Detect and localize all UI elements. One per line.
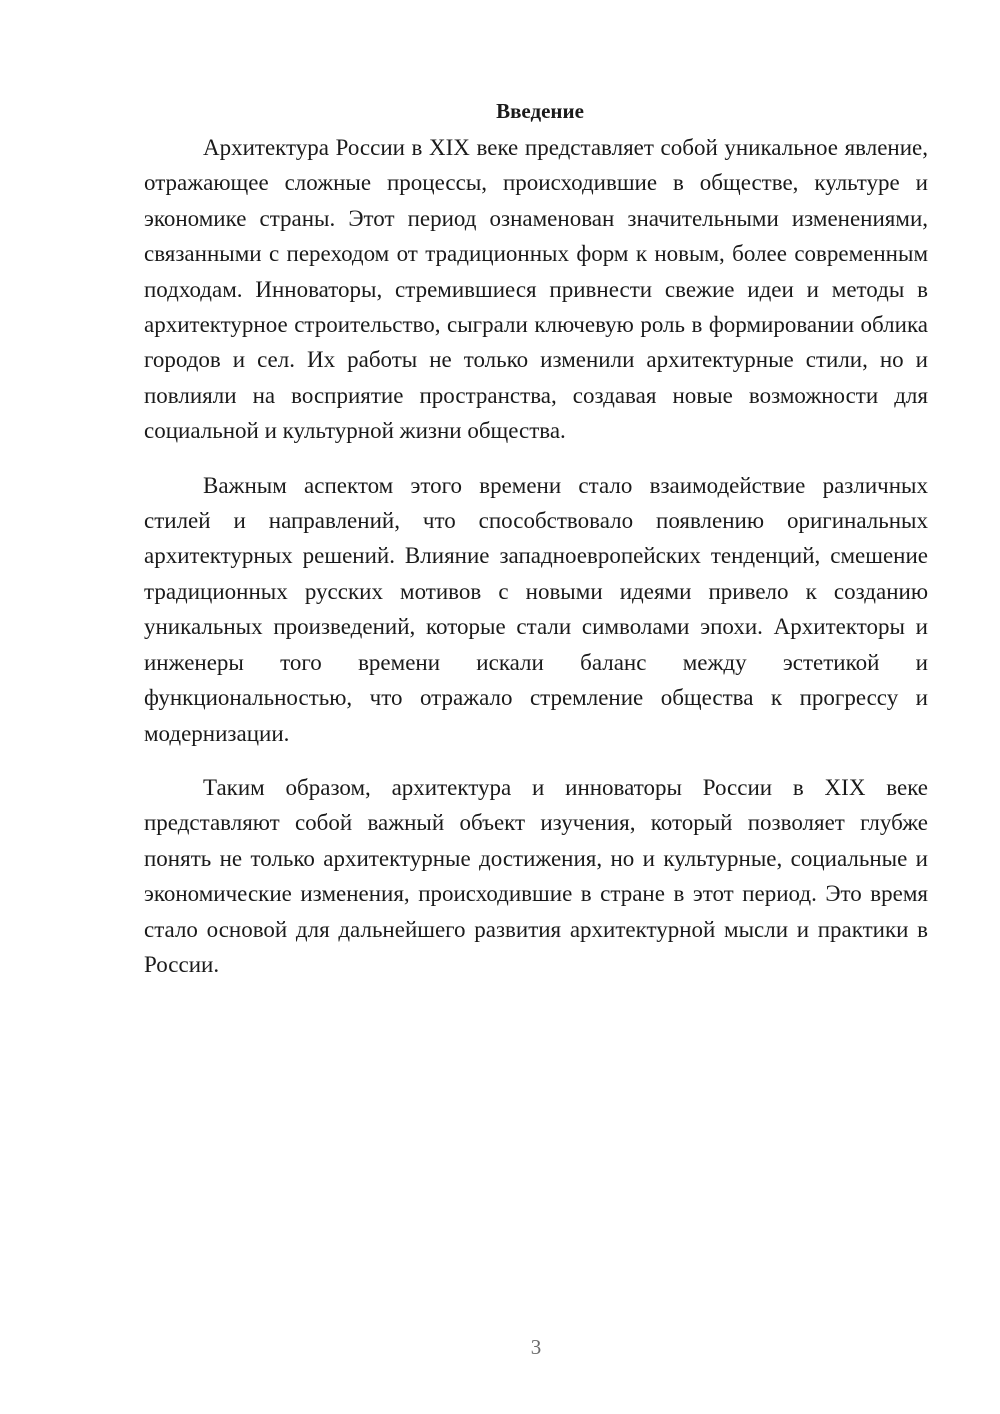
page-number: 3 <box>530 1335 542 1359</box>
paragraph-3: Таким образом, архитектура и инноваторы России в XIX веке представляют собой важный объект изучения, который позволяет глубже понять не только архитектурные достижения, но и культурные, социальные и экономические изменения, происходившие в стране в этот период. Это время стало основой для дальнейшего развития архитектурной мысли и практики в России. <box>144 774 928 977</box>
page-content <box>144 96 928 982</box>
paragraph-1: Архитектура России в XIX веке представляет собой уникальное явление, отражающее сложные процессы, происходившие в обществе, культуре и экономике страны. Этот период ознаменован значительными изменениями, связанными с переходом от традиционных форм к новым, более современным подходам. Инноваторы, стремившиеся привнести свежие идеи и методы в архитектурное строительство, сыграли ключевую роль в формировании облика городов и сел. Их работы не только изменили архитектурные стили, но и повлияли на восприятие пространства, создавая новые возможности для социальной и культурной жизни общества. <box>144 135 928 444</box>
section-heading: Введение <box>496 99 584 123</box>
paragraph-2: Важным аспектом этого времени стало взаимодействие различных стилей и направлений, что способствовало появлению оригинальных архитектурных решений. Влияние западноевропейских тенденций, смешение традиционных русских мотивов с новыми идеями привело к созданию уникальных произведений, которые стали символами эпохи. Архитекторы и инженеры того времени искали баланс между эстетикой и функциональностью, что отражало стремление общества к прогрессу и модернизации. <box>144 472 928 746</box>
